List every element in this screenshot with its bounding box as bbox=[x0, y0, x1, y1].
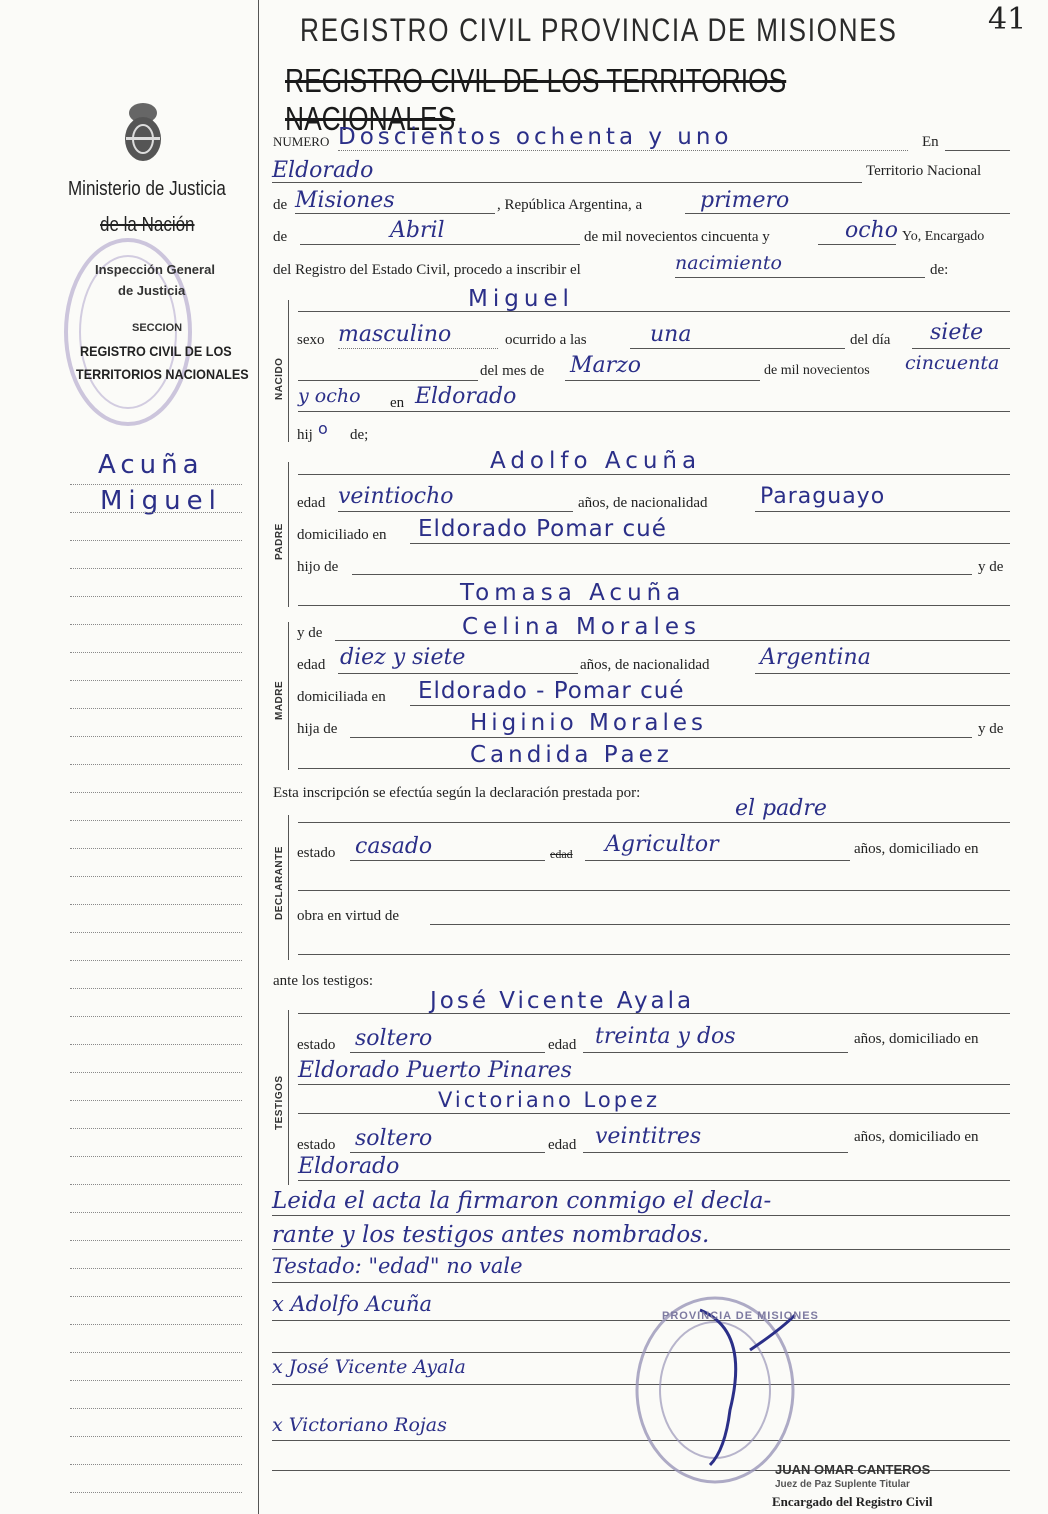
field-lugar: Eldorado bbox=[272, 158, 374, 183]
label-yo: Yo, Encargado bbox=[902, 229, 985, 244]
field-t1-estado: soltero bbox=[355, 1026, 433, 1051]
label-de: de bbox=[273, 197, 288, 213]
label-de-colon: de: bbox=[930, 262, 949, 278]
closing-line2: rante y los testigos antes nombrados. bbox=[272, 1222, 710, 1248]
side-madre: MADRE bbox=[274, 680, 285, 720]
label-de-semicolon: de; bbox=[350, 427, 369, 443]
stamp-title2: Encargado del Registro Civil bbox=[772, 1494, 933, 1509]
field-testigo2: Victoriano Lopez bbox=[438, 1088, 660, 1112]
label-registro: del Registro del Estado Civil, procedo a inscribir el bbox=[273, 262, 581, 278]
label-numero: NUMERO bbox=[273, 134, 330, 149]
label-territorio: Territorio Nacional bbox=[866, 163, 982, 179]
field-ano: ocho bbox=[845, 218, 898, 243]
label-anos-nac-madre: años, de nacionalidad bbox=[580, 657, 710, 673]
field-dec-prof: Agricultor bbox=[605, 832, 719, 857]
label-testigos: ante los testigos: bbox=[273, 973, 373, 989]
side-nacido: NACIDO bbox=[274, 357, 285, 400]
stamp-ring: PROVINCIA DE MISIONES bbox=[662, 1310, 819, 1322]
field-nombre: Miguel bbox=[468, 286, 574, 312]
ministry-line1: Ministerio de Justicia bbox=[68, 178, 226, 200]
field-t1-edad: treinta y dos bbox=[595, 1024, 736, 1049]
field-testigo1: José Vicente Ayala bbox=[430, 988, 695, 1014]
side-declarante: DECLARANTE bbox=[274, 846, 285, 920]
field-t2-edad: veintitres bbox=[595, 1124, 702, 1149]
closing-line3: Testado: "edad" no vale bbox=[272, 1254, 523, 1278]
field-dia: primero bbox=[700, 188, 790, 213]
field-acto: nacimiento bbox=[675, 252, 782, 274]
field-hora: una bbox=[650, 322, 692, 347]
label-edad-padre: edad bbox=[297, 495, 326, 511]
label-del-dia: del día bbox=[850, 332, 891, 348]
field-padre-nac: Paraguayo bbox=[760, 484, 886, 509]
label-edad-t2: edad bbox=[548, 1137, 577, 1153]
field-abuela-m: Candida Paez bbox=[470, 742, 673, 768]
field-t1-dom: Eldorado Puerto Pinares bbox=[298, 1058, 572, 1083]
label-y-de-padre: y de bbox=[978, 559, 1004, 575]
label-anos-dom-t1: años, domiciliado en bbox=[854, 1031, 979, 1047]
field-numero: Doscientos ochenta y uno bbox=[338, 124, 733, 150]
label-del-mes: del mes de bbox=[480, 363, 545, 379]
seal-line1: Inspección General bbox=[95, 262, 215, 277]
header-line1: REGISTRO CIVIL PROVINCIA DE MISIONES bbox=[300, 12, 898, 48]
field-t2-estado: soltero bbox=[355, 1126, 433, 1151]
label-edad-dec: edad bbox=[550, 847, 573, 861]
form-left-border bbox=[258, 0, 259, 1514]
section-line2: REGISTRO CIVIL DE LOS bbox=[80, 343, 232, 359]
side-testigos: TESTIGOS bbox=[274, 1075, 285, 1130]
coat-of-arms-icon bbox=[118, 95, 168, 165]
section-line3: TERRITORIOS NACIONALES bbox=[76, 366, 249, 382]
field-padre-edad: veintiocho bbox=[338, 484, 454, 509]
field-madre-edad: diez y siete bbox=[340, 645, 466, 670]
label-domiciliado-padre: domiciliado en bbox=[297, 527, 387, 543]
margin-surname: Acuña bbox=[98, 450, 204, 480]
field-t2-dom: Eldorado bbox=[298, 1154, 400, 1179]
label-hija-de: hija de bbox=[297, 721, 338, 737]
signature-padre: x Adolfo Acuña bbox=[272, 1292, 433, 1316]
field-provincia: Misiones bbox=[295, 188, 395, 213]
label-anos-nac-padre: años, de nacionalidad bbox=[578, 495, 708, 511]
field-dia-nac: siete bbox=[930, 320, 984, 345]
header-line2: REGISTRO CIVIL DE LOS TERRITORIOS NACIONALES bbox=[285, 62, 787, 137]
label-en2: en bbox=[390, 395, 405, 411]
field-madre-nac: Argentina bbox=[760, 645, 871, 670]
field-madre: Celina Morales bbox=[462, 614, 701, 640]
label-en: En bbox=[922, 134, 939, 150]
label-republica: , República Argentina, a bbox=[497, 197, 643, 213]
page-number: 41 bbox=[988, 2, 1027, 37]
label-anos-dom-t2: años, domiciliado en bbox=[854, 1129, 979, 1145]
label-domiciliada: domiciliada en bbox=[297, 689, 386, 705]
ministry-line2: de la Nación bbox=[100, 214, 195, 236]
signature-testigo1: x José Vicente Ayala bbox=[272, 1356, 466, 1378]
field-dec-estado: casado bbox=[355, 834, 433, 859]
label-obra: obra en virtud de bbox=[297, 908, 400, 924]
label-estado-t1: estado bbox=[297, 1037, 336, 1053]
label-ocurrido: ocurrido a las bbox=[505, 332, 587, 348]
label-estado-dec: estado bbox=[297, 845, 336, 861]
label-sexo: sexo bbox=[297, 332, 325, 348]
seal-line2: de Justicia bbox=[118, 283, 186, 298]
margin-given-name: Miguel bbox=[100, 486, 222, 516]
label-declaracion: Esta inscripción se efectúa según la declaración prestada por: bbox=[273, 785, 641, 801]
label-y-de-madre2: y de bbox=[978, 721, 1004, 737]
closing-line1: Leida el acta la firmaron conmigo el decla- bbox=[272, 1188, 772, 1214]
label-hijo: hij bbox=[297, 427, 313, 443]
label-mil2: de mil novecientos bbox=[764, 363, 870, 378]
field-madre-dom: Eldorado - Pomar cué bbox=[418, 678, 685, 704]
label-de2: de bbox=[273, 229, 288, 245]
label-anos-dom-dec: años, domiciliado en bbox=[854, 841, 979, 857]
field-ano-nac2: y ocho bbox=[298, 385, 361, 407]
field-ano-nac1: cincuenta bbox=[905, 352, 1000, 374]
field-mes: Abril bbox=[390, 218, 445, 243]
field-sexo: masculino bbox=[338, 322, 452, 347]
label-edad-madre: edad bbox=[297, 657, 326, 673]
label-estado-t2: estado bbox=[297, 1137, 336, 1153]
field-mes-nac: Marzo bbox=[570, 353, 641, 378]
label-y-de-madre: y de bbox=[297, 625, 323, 641]
field-hijo-o: o bbox=[318, 419, 329, 438]
label-hijo-de-padre: hijo de bbox=[297, 559, 339, 575]
stamp-name: JUAN OMAR CANTEROS bbox=[775, 1462, 931, 1477]
side-padre: PADRE bbox=[274, 523, 285, 560]
label-edad-t1: edad bbox=[548, 1037, 577, 1053]
field-abuelo-m: Higinio Morales bbox=[470, 710, 708, 736]
stamp-title1: Juez de Paz Suplente Titular bbox=[775, 1479, 910, 1490]
field-declarante: el padre bbox=[735, 796, 827, 821]
field-lugar-nac: Eldorado bbox=[415, 384, 517, 409]
label-mil: de mil novecientos cincuenta y bbox=[584, 229, 770, 245]
field-padre-dom: Eldorado Pomar cué bbox=[418, 516, 667, 542]
section-label: SECCION bbox=[132, 322, 183, 334]
field-abuela-p: Tomasa Acuña bbox=[460, 580, 686, 606]
field-padre: Adolfo Acuña bbox=[490, 448, 702, 474]
signature-testigo2: x Victoriano Rojas bbox=[272, 1414, 447, 1436]
